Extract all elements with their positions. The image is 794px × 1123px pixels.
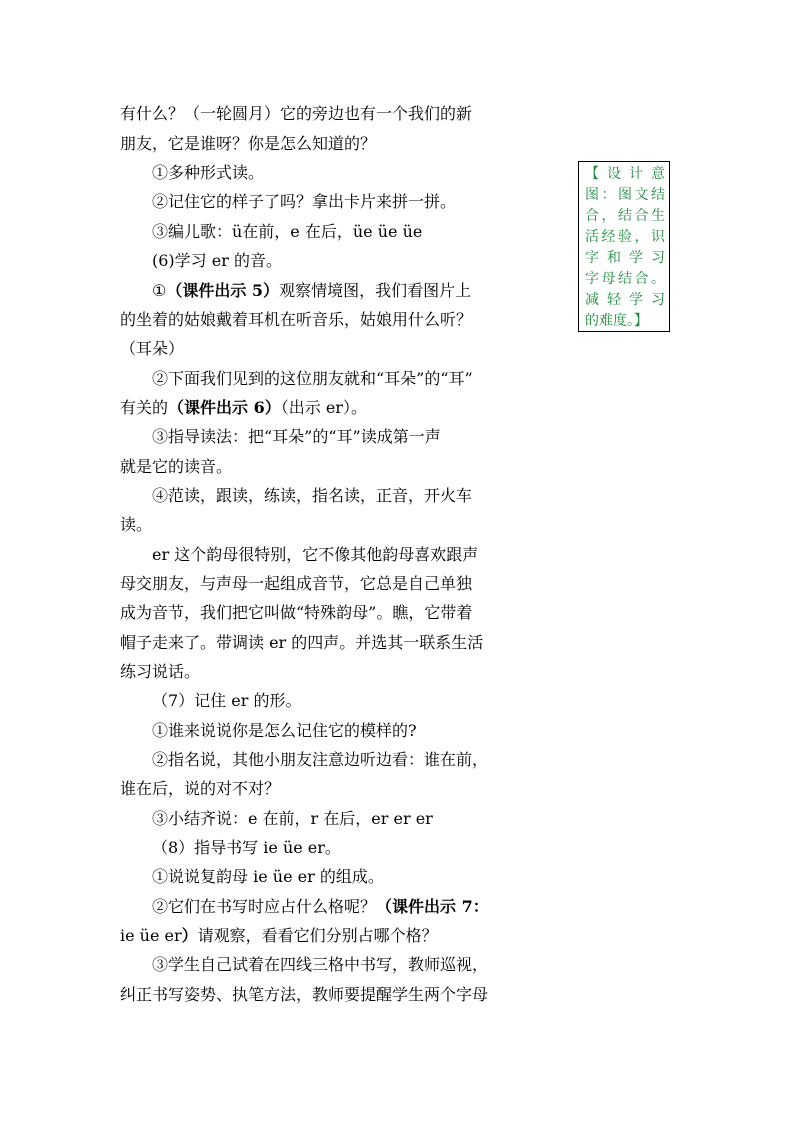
text-line: ③编儿歌：ü在前，e 在后，üe üe üe: [152, 222, 423, 241]
text-line: ②记住它的样子了吗？拿出卡片来拼一拼。: [152, 192, 457, 211]
text-line: ③指导读法：把“耳朵”的“耳”读成第一声: [152, 427, 441, 446]
text-line: ③小结齐说：e 在前，r 在后，er er er: [152, 809, 433, 828]
text-line: 朋友，它是谁呀？你是怎么知道的？: [120, 134, 377, 153]
design-intent-note: [578, 161, 670, 332]
text-line: 母交朋友，与声母一起组成音节，它总是自己单独: [120, 574, 473, 593]
text-line: ②指名说，其他小朋友注意边听边看：谁在前，: [152, 750, 489, 769]
text-line: ②下面我们见到的这位朋友就和“耳朵”的“耳”: [152, 369, 473, 388]
text-line: 练习说话。: [120, 662, 201, 681]
text-line: （8）指导书写 ie üe er。: [152, 838, 341, 857]
text-line: 帽子走来了。带调读 er 的四声。并选其一联系生活: [120, 633, 484, 652]
text-line: (6)学习 er 的音。: [152, 251, 282, 270]
note-line: 减轻学习: [585, 292, 665, 308]
text-line: ④范读，跟读，练读，指名读，正音，开火车: [152, 486, 473, 505]
text-line: 读。: [120, 515, 153, 534]
text-line: ③学生自己试着在四线三格中书写，教师巡视，: [152, 955, 489, 974]
text-line: 纠正书写姿势、执笔方法，教师要提醒学生两个字母: [120, 985, 489, 1004]
text-line: ①多种形式读。: [152, 163, 265, 182]
text-line: ie üe er）请观察，看看它们分别占哪个格？: [120, 926, 438, 945]
text-line: ①说说复韵母 ie üe er 的组成。: [152, 867, 384, 886]
text-line: er 这个韵母很特别，它不像其他韵母喜欢跟声: [152, 545, 479, 564]
note-line: 的难度。】: [585, 313, 648, 329]
text-line: 的坐着的姑娘戴着耳机在听音乐，姑娘用什么听？: [120, 310, 473, 329]
note-line: 【设计意: [585, 166, 665, 182]
text-line: ②它们在书写时应占什么格呢？（课件出示 7：: [152, 897, 489, 916]
text-line: 就是它的读音。: [120, 457, 233, 476]
note-line: 字和学习: [585, 250, 665, 266]
note-line: 活经验，识: [585, 229, 665, 245]
text-line: 有什么？（一轮圆月）它的旁边也有一个我们的新: [120, 104, 473, 123]
text-line: 谁在后，说的对不对？: [120, 779, 281, 798]
text-line: 有关的（课件出示 6）（出示 er）。: [120, 398, 367, 417]
note-line: 合，结合生: [585, 208, 665, 224]
text-line: 成为音节，我们把它叫做“特殊韵母”。瞧，它带着: [120, 603, 473, 622]
text-line: （7）记住 er 的形。: [152, 691, 302, 710]
note-line: 字母结合。: [585, 271, 665, 287]
text-line: ①谁来说说你是怎么记住它的模样的?: [152, 721, 417, 740]
text-line: （耳朵）: [120, 339, 185, 358]
text-line: ①（课件出示 5）观察情境图，我们看图片上: [152, 281, 472, 300]
note-line: 图：图文结: [585, 187, 665, 203]
